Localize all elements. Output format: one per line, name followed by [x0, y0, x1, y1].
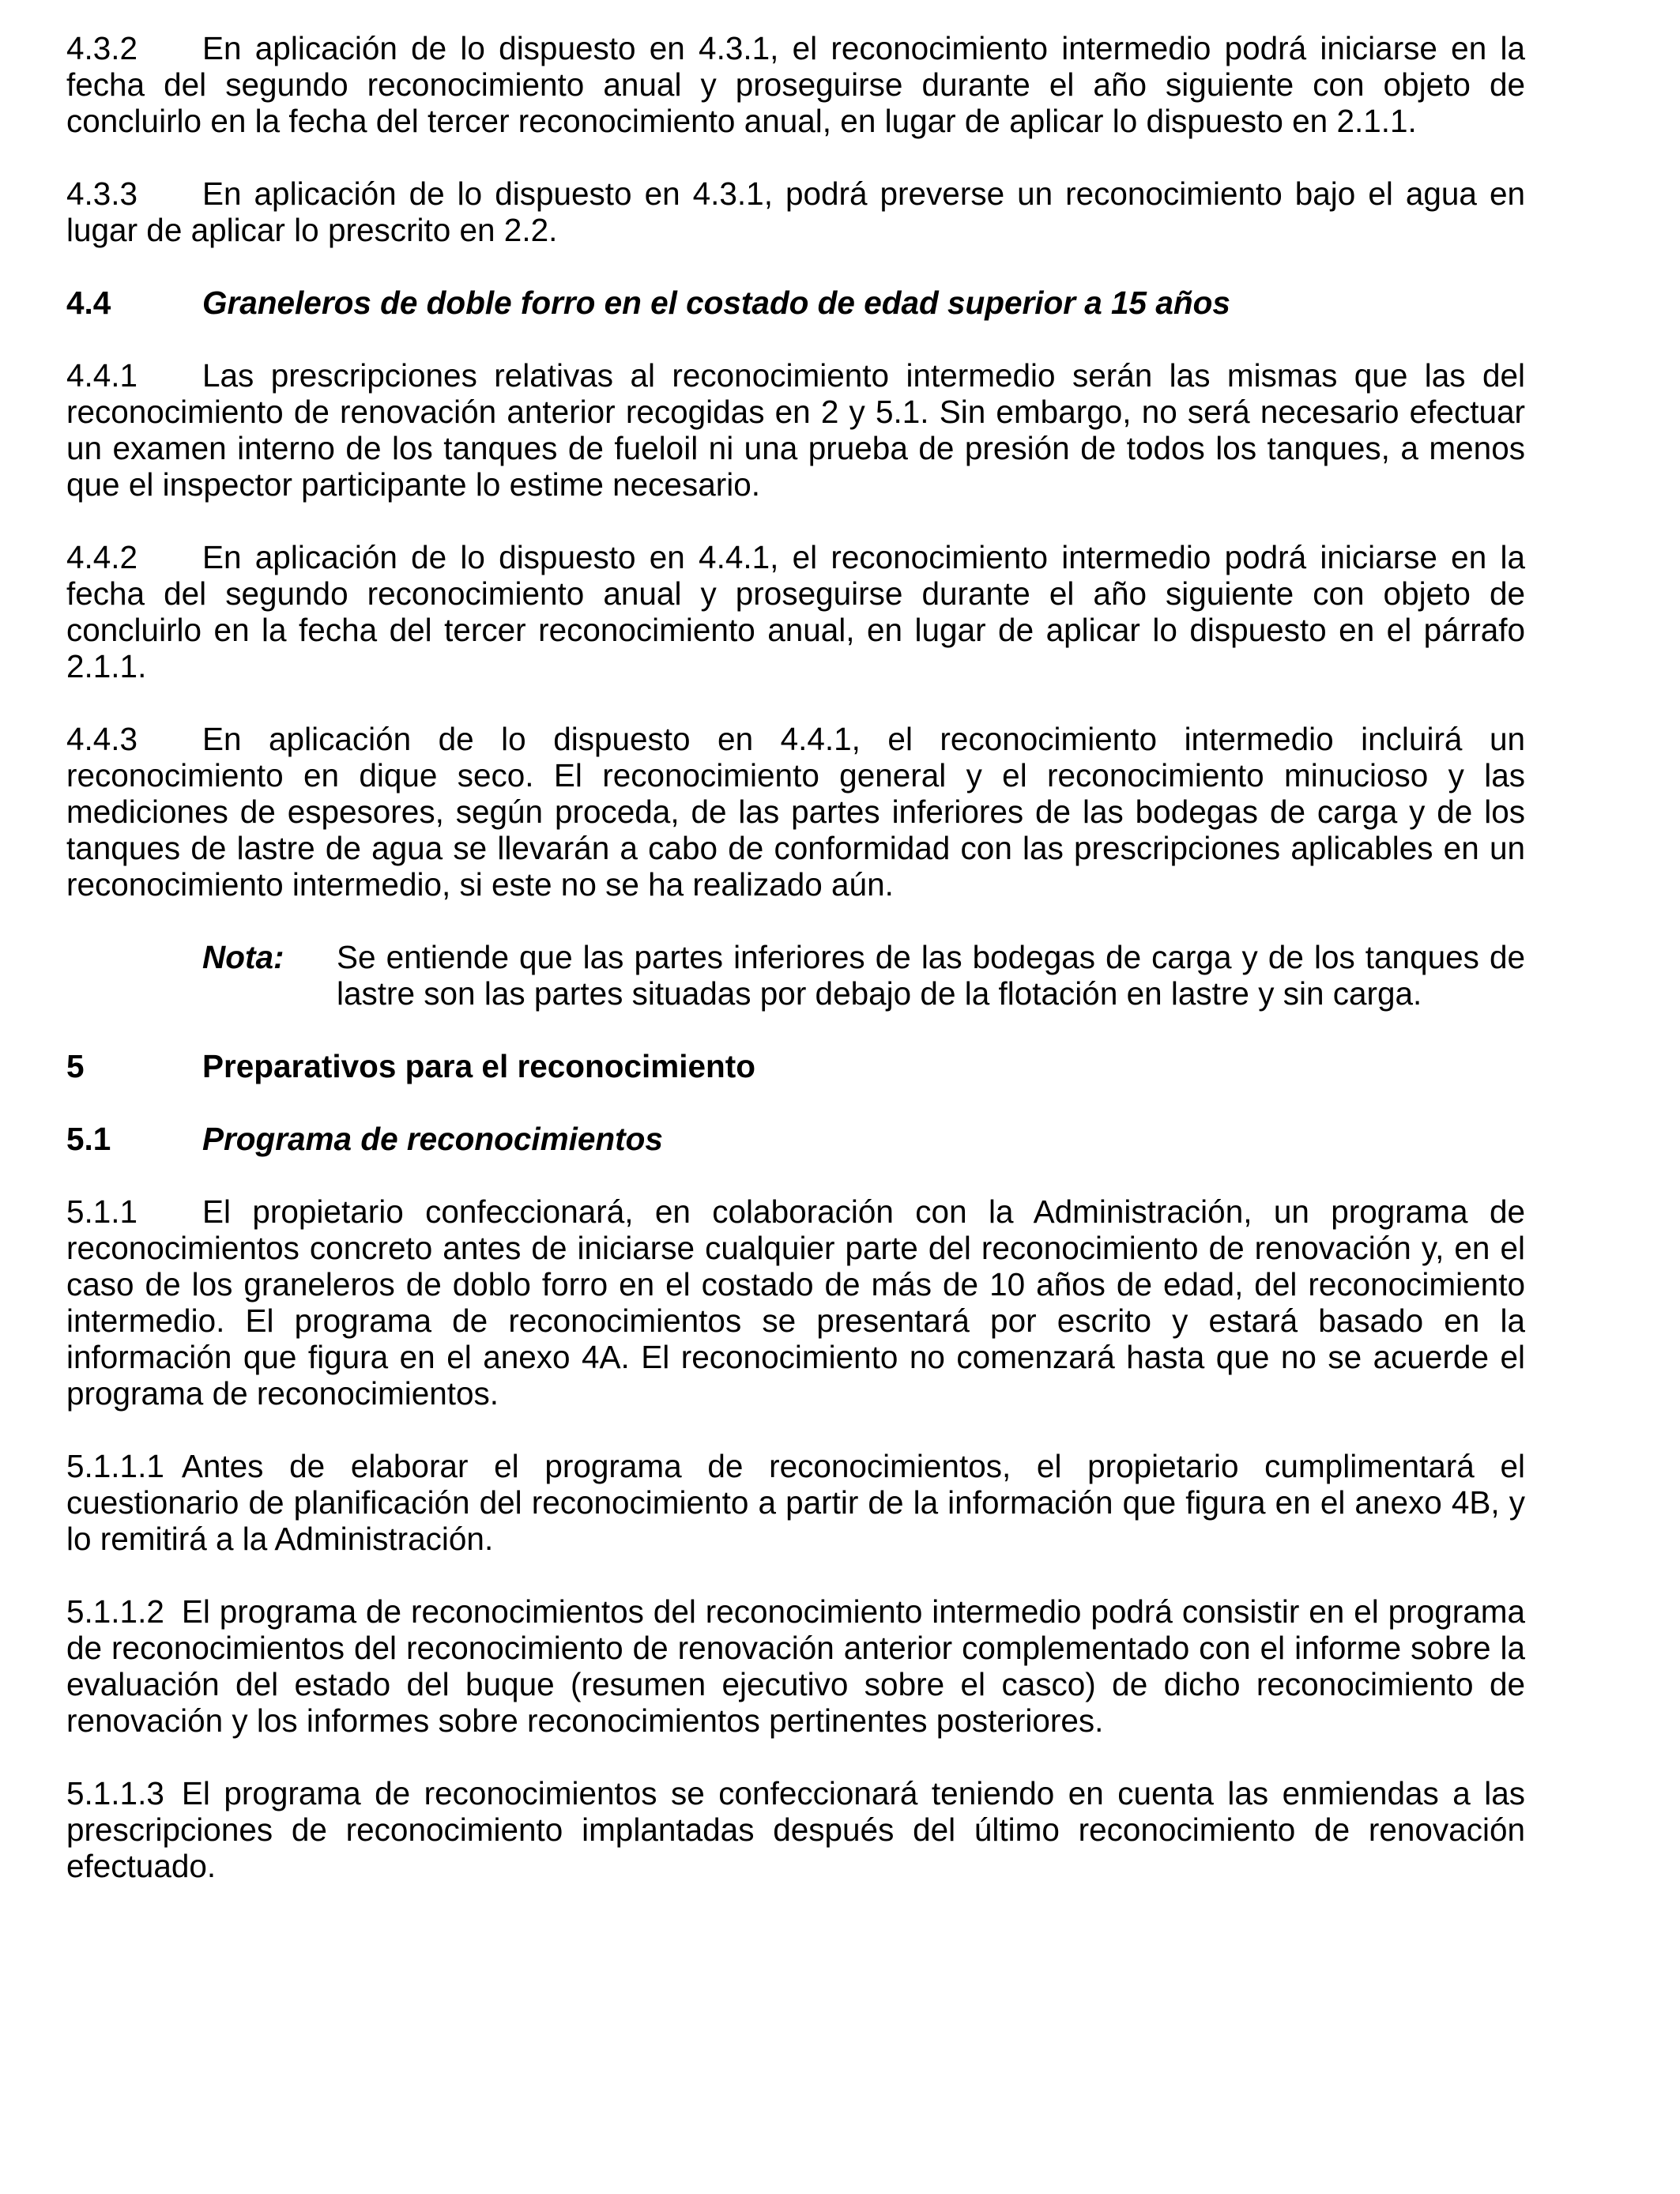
paragraph-4-3-3	[66, 175, 1525, 248]
heading-title: Preparativos para el reconocimiento	[202, 1048, 756, 1084]
paragraph-number: 4.3.2	[66, 30, 138, 66]
section-heading-5	[66, 1048, 1525, 1084]
paragraph-text: El programa de reconocimientos del reconocimiento intermedio podrá consistir en el programa de reconocimientos del reconocimiento de renovación anterior complementado con el informe sobre la evaluación del estado del buque (resumen ejecutivo sobre el casco) de dicho reconocimiento de renovación y los informes sobre reconocimientos pertinentes posteriores.	[66, 1593, 1525, 1739]
paragraph-4-3-2	[66, 30, 1525, 139]
note-label: Nota:	[202, 939, 284, 975]
paragraph-text: En aplicación de lo dispuesto en 4.3.1, el reconocimiento intermedio podrá iniciarse en la fecha del segundo reconocimiento anual y proseguirse durante el año siguiente con objeto de concluirlo en la fecha del tercer reconocimiento anual, en lugar de aplicar lo dispuesto en 2.1.1.	[66, 30, 1525, 139]
paragraph-text: Las prescripciones relativas al reconocimiento intermedio serán las mismas que las del reconocimiento de renovación anterior recogidas en 2 y 5.1. Sin embargo, no será necesario efectuar un examen interno de los tanques de fueloil ni una prueba de presión de todos los tanques, a menos que el inspector participante lo estime necesario.	[66, 357, 1525, 503]
heading-title: Graneleros de doble forro en el costado de edad superior a 15 años	[202, 285, 1230, 321]
section-heading-4-4	[66, 285, 1525, 321]
paragraph-text: El programa de reconocimientos se confeccionará teniendo en cuenta las enmiendas a las prescripciones de reconocimiento implantadas después del último reconocimiento de renovación efectuado.	[66, 1775, 1525, 1884]
paragraph-5-1-1-2	[66, 1593, 1525, 1739]
paragraph-number: 4.4.3	[66, 721, 138, 757]
paragraph-4-4-1	[66, 357, 1525, 503]
paragraph-4-4-2	[66, 539, 1525, 684]
heading-number: 4.4	[66, 285, 111, 321]
paragraph-number: 5.1.1.3	[66, 1775, 164, 1811]
paragraph-number: 5.1.1	[66, 1193, 138, 1230]
paragraph-text: Antes de elaborar el programa de reconocimientos, el propietario cumplimentará el cuestionario de planificación del reconocimiento a partir de la información que figura en el anexo 4B, y lo remitirá a la Administración.	[66, 1448, 1525, 1557]
heading-number: 5.1	[66, 1121, 111, 1157]
note-text: Se entiende que las partes inferiores de las bodegas de carga y de los tanques de lastre son las partes situadas por debajo de la flotación en lastre y sin carga.	[337, 939, 1525, 1012]
paragraph-text: En aplicación de lo dispuesto en 4.4.1, el reconocimiento intermedio podrá iniciarse en la fecha del segundo reconocimiento anual y proseguirse durante el año siguiente con objeto de concluirlo en la fecha del tercer reconocimiento anual, en lugar de aplicar lo dispuesto en el párrafo 2.1.1.	[66, 539, 1525, 684]
paragraph-text: En aplicación de lo dispuesto en 4.4.1, el reconocimiento intermedio incluirá un reconocimiento en dique seco. El reconocimiento general y el reconocimiento minucioso y las mediciones de espesores, según proceda, de las partes inferiores de las bodegas de carga y de los tanques de lastre de agua se llevarán a cabo de conformidad con las prescripciones aplicables en un reconocimiento intermedio, si este no se ha realizado aún.	[66, 721, 1525, 903]
paragraph-number: 4.4.2	[66, 539, 138, 575]
paragraph-text: En aplicación de lo dispuesto en 4.3.1, podrá preverse un reconocimiento bajo el agua en lugar de aplicar lo prescrito en 2.2.	[66, 175, 1525, 248]
heading-title: Programa de reconocimientos	[202, 1121, 663, 1157]
paragraph-number: 5.1.1.2	[66, 1593, 164, 1630]
paragraph-number: 4.3.3	[66, 175, 138, 212]
paragraph-5-1-1-1	[66, 1448, 1525, 1557]
heading-number: 5	[66, 1048, 85, 1084]
paragraph-5-1-1-3	[66, 1775, 1525, 1884]
paragraph-number: 4.4.1	[66, 357, 138, 394]
note-block	[202, 939, 1525, 1012]
document-page	[66, 30, 1525, 1921]
paragraph-text: El propietario confeccionará, en colaboración con la Administración, un programa de reconocimientos concreto antes de iniciarse cualquier parte del reconocimiento de renovación y, en el caso de los graneleros de doblo forro en el costado de más de 10 años de edad, del reconocimiento intermedio. El programa de reconocimientos se presentará por escrito y estará basado en la información que figura en el anexo 4A. El reconocimiento no comenzará hasta que no se acuerde el programa de reconocimientos.	[66, 1193, 1525, 1412]
paragraph-number: 5.1.1.1	[66, 1448, 164, 1484]
paragraph-5-1-1	[66, 1193, 1525, 1412]
section-heading-5-1	[66, 1121, 1525, 1157]
paragraph-4-4-3	[66, 721, 1525, 903]
